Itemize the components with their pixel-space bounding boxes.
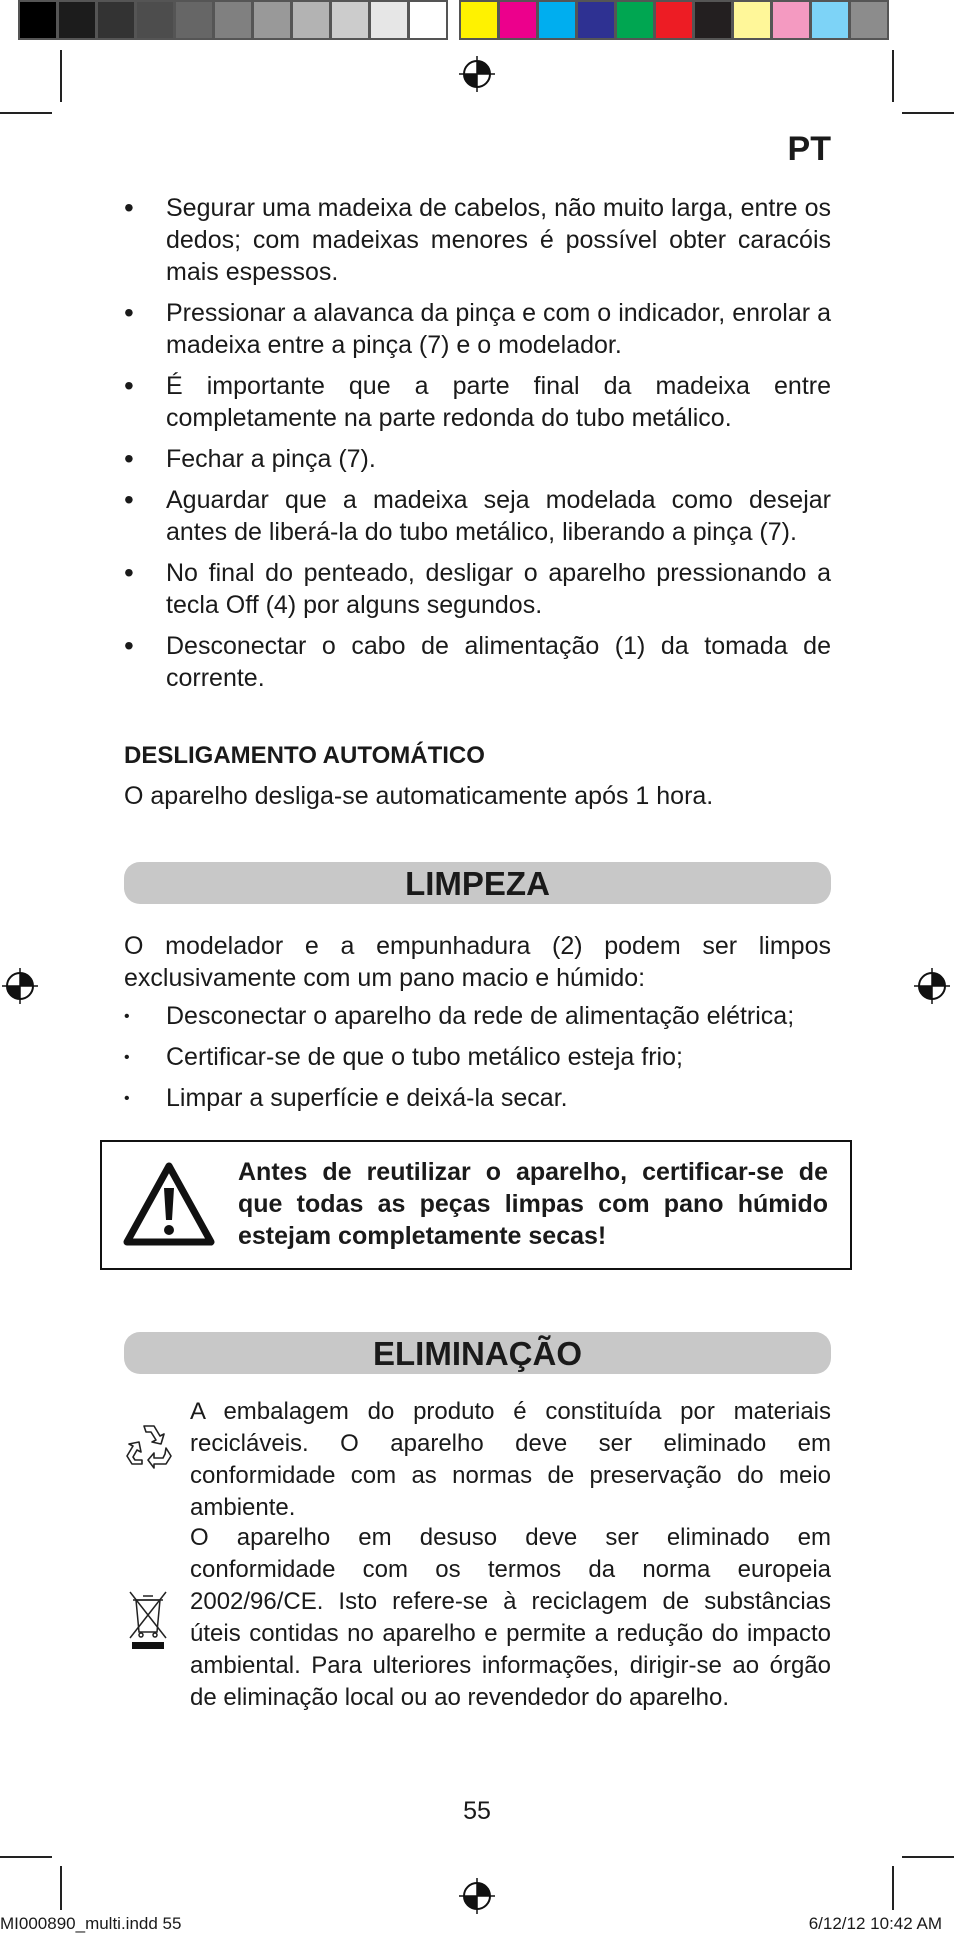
gray-swatch: [291, 0, 331, 40]
crop-mark-bottom-right-v: [892, 1866, 894, 1910]
list-item: • Fechar a pinça (7).: [124, 443, 831, 475]
gray-swatch: [369, 0, 409, 40]
instruction-list: [124, 192, 831, 694]
crop-mark-top-left-h: [0, 112, 52, 114]
main-content: [124, 192, 831, 1123]
color-swatch: [459, 0, 499, 40]
warning-box: [100, 1140, 852, 1270]
crop-mark-bottom-left-v: [60, 1866, 62, 1910]
list-item: • Desconectar o cabo de alimentação (1) da tomada de corrente.: [124, 630, 831, 694]
color-swatch: [849, 0, 889, 40]
cleaning-list: [124, 1000, 831, 1114]
color-swatch: [615, 0, 655, 40]
recycle-text: A embalagem do produto é constituída por materiais recicláveis. O aparelho deve ser eliminado em conformidade com as normas de preservação do meio ambiente.: [190, 1398, 831, 1521]
registration-mark-top-icon: [459, 56, 495, 92]
list-item: • Certificar-se de que o tubo metálico esteja frio;: [124, 1041, 831, 1073]
crop-mark-top-left-v: [60, 50, 62, 102]
auto-off-heading: DESLIGAMENTO AUTOMÁTICO: [124, 742, 485, 769]
footer-file-name: MI000890_multi.indd 55: [0, 1914, 182, 1933]
warning-triangle-icon: [122, 1160, 216, 1248]
registration-mark-left-icon: [2, 968, 38, 1004]
gray-swatch: [330, 0, 370, 40]
color-swatch: [654, 0, 694, 40]
crop-mark-top-right-v: [892, 50, 894, 102]
crossed-bin-icon: [128, 1588, 168, 1652]
crop-mark-bottom-right-h: [902, 1856, 954, 1858]
list-item: • No final do penteado, desligar o aparelho pressionando a tecla Off (4) por alguns segundos.: [124, 557, 831, 621]
auto-off-text: O aparelho desliga-se automaticamente após 1 hora.: [124, 782, 714, 810]
gray-swatch: [135, 0, 175, 40]
page-number: 55: [463, 1797, 491, 1825]
list-item: • Pressionar a alavanca da pinça e com o indicador, enrolar a madeixa entre a pinça (7) e o modelador.: [124, 297, 831, 361]
gray-swatch: [96, 0, 136, 40]
gray-swatch: [213, 0, 253, 40]
list-item: • É importante que a parte final da madeixa entre completamente na parte redonda do tubo metálico.: [124, 370, 831, 434]
gray-swatch: [408, 0, 448, 40]
gray-swatch: [174, 0, 214, 40]
cleaning-section-title: LIMPEZA: [124, 862, 831, 904]
list-item: • Aguardar que a madeixa seja modelada como desejar antes de liberá-la do tubo metálico, liberando a pinça (7).: [124, 484, 831, 548]
warning-text: Antes de reutilizar o aparelho, certificar-se de que todas as peças limpas com pano húmido estejam completamente secas!: [238, 1158, 828, 1250]
weee-row: [124, 1522, 831, 1722]
color-swatch: [576, 0, 616, 40]
registration-mark-bottom-icon: [459, 1878, 495, 1914]
gray-swatch: [18, 0, 58, 40]
color-swatch: [693, 0, 733, 40]
list-item: • Limpar a superfície e deixá-la secar.: [124, 1082, 831, 1114]
language-code: PT: [787, 130, 831, 168]
footer-date: 6/12/12 10:42 AM: [808, 1914, 942, 1933]
color-swatch: [498, 0, 538, 40]
recycle-icon: [124, 1420, 174, 1470]
list-item: • Segurar uma madeixa de cabelos, não muito larga, entre os dedos; com madeixas menores é possível obter caracóis mais espessos.: [124, 192, 831, 288]
crop-mark-bottom-left-h: [0, 1856, 52, 1858]
registration-mark-right-icon: [914, 968, 950, 1004]
cleaning-intro: O modelador e a empunhadura (2) podem ser limpos exclusivamente com um pano macio e húmido:: [124, 932, 831, 992]
color-swatch: [537, 0, 577, 40]
recycle-row: [124, 1396, 831, 1521]
color-calibration-bar: [18, 0, 888, 44]
color-swatch: [771, 0, 811, 40]
list-item: • Desconectar o aparelho da rede de alimentação elétrica;: [124, 1000, 831, 1032]
color-swatch: [810, 0, 850, 40]
color-swatch: [732, 0, 772, 40]
gray-swatch: [57, 0, 97, 40]
weee-text: O aparelho em desuso deve ser eliminado em conformidade com os termos da norma europeia 2002/96/CE. Isto refere-se à reciclagem de substâncias úteis contidas no aparelho e permite a redução do impacto ambiental. Para ulteriores informações, dirigir-se ao órgão de eliminação local ou ao revendedor do aparelho.: [190, 1524, 831, 1711]
disposal-section-title: ELIMINAÇÃO: [124, 1332, 831, 1374]
gray-swatch: [252, 0, 292, 40]
swatch-gap: [447, 0, 459, 44]
crop-mark-top-right-h: [902, 112, 954, 114]
